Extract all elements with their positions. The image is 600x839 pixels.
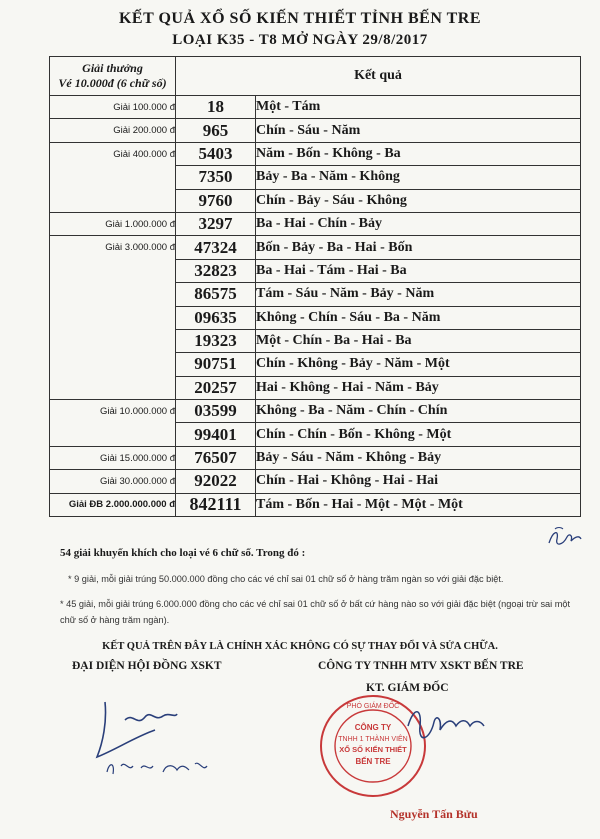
svg-text:BẾN TRE: BẾN TRE	[355, 757, 391, 766]
winning-number: 86575	[176, 283, 256, 306]
svg-text:CÔNG TY: CÔNG TY	[354, 723, 392, 732]
confirmation-statement: KẾT QUẢ TRÊN ĐÂY LÀ CHÍNH XÁC KHÔNG CÓ SỰ THAY ĐỔI VÀ SỬA CHỮA.	[102, 641, 498, 652]
consolation-note-1: * 9 giải, mỗi giải trúng 50.000.000 đồng cho các vé chỉ sai 01 chữ số ở hàng trăm ngàn so với giải đặc biệt.	[68, 574, 504, 584]
director-title: KT. GIÁM ĐỐC	[366, 682, 449, 694]
svg-text:PHÓ GIÁM ĐỐC: PHÓ GIÁM ĐỐC	[346, 703, 400, 710]
table-row	[50, 400, 581, 423]
number-in-words: Chín - Chín - Bốn - Không - Một	[256, 423, 581, 446]
table-row	[50, 212, 581, 235]
director-name: Nguyễn Tấn Bửu	[390, 807, 478, 821]
winning-number: 9760	[176, 189, 256, 212]
number-in-words: Chín - Hai - Không - Hai - Hai	[256, 470, 581, 493]
prize-label: Giải 200.000 đ	[50, 119, 176, 142]
winning-number: 7350	[176, 166, 256, 189]
number-in-words: Chín - Bảy - Sáu - Không	[256, 189, 581, 212]
document-title: KẾT QUẢ XỔ SỐ KIẾN THIẾT TỈNH BẾN TRE	[118, 10, 482, 27]
prize-label: Giải 400.000 đ	[50, 142, 176, 165]
winning-number: 03599	[176, 400, 256, 423]
winning-number: 18	[176, 96, 256, 119]
number-in-words: Bốn - Bảy - Ba - Hai - Bốn	[256, 236, 581, 259]
prize-label	[50, 306, 176, 329]
table-row	[50, 423, 581, 446]
prize-label	[50, 189, 176, 212]
winning-number: 3297	[176, 212, 256, 235]
prize-label: Giải 1.000.000 đ	[50, 212, 176, 235]
results-table	[49, 56, 581, 517]
director-signature	[400, 696, 490, 760]
number-in-words: Một - Tám	[256, 96, 581, 119]
table-row	[50, 189, 581, 212]
number-in-words: Không - Ba - Năm - Chín - Chín	[256, 400, 581, 423]
prize-label: Giải 15.000.000 đ	[50, 446, 176, 469]
prize-label: Giải 30.000.000 đ	[50, 470, 176, 493]
winning-number: 99401	[176, 423, 256, 446]
number-in-words: Bảy - Ba - Năm - Không	[256, 166, 581, 189]
winning-number: 5403	[176, 142, 256, 165]
svg-text:XỔ SỐ KIẾN THIẾT: XỔ SỐ KIẾN THIẾT	[339, 745, 407, 754]
number-in-words: Hai - Không - Hai - Năm - Bảy	[256, 376, 581, 399]
winning-number: 19323	[176, 329, 256, 352]
number-in-words: Bảy - Sáu - Năm - Không - Bảy	[256, 446, 581, 469]
table-row	[50, 353, 581, 376]
table-row	[50, 329, 581, 352]
header-prize-line2: Vé 10.000đ (6 chữ số)	[58, 76, 167, 90]
handwritten-initials	[545, 521, 585, 555]
header-prize-cell	[50, 57, 176, 96]
council-signature	[85, 682, 235, 796]
winning-number: 09635	[176, 306, 256, 329]
number-in-words: Năm - Bốn - Không - Ba	[256, 142, 581, 165]
table-row	[50, 446, 581, 469]
winning-number: 92022	[176, 470, 256, 493]
table-row	[50, 283, 581, 306]
prize-label: Giải 10.000.000 đ	[50, 400, 176, 423]
table-row	[50, 96, 581, 119]
winning-number: 842111	[176, 493, 256, 516]
prize-label	[50, 259, 176, 282]
winning-number: 90751	[176, 353, 256, 376]
table-row	[50, 166, 581, 189]
table-row	[50, 376, 581, 399]
svg-text:TNHH 1 THÀNH VIÊN: TNHH 1 THÀNH VIÊN	[338, 736, 408, 743]
prize-label	[50, 423, 176, 446]
number-in-words: Chín - Không - Bảy - Năm - Một	[256, 353, 581, 376]
prize-label: Giải ĐB 2.000.000.000 đ	[50, 493, 176, 516]
document-subtitle: LOẠI K35 - T8 MỞ NGÀY 29/8/2017	[172, 32, 428, 48]
table-row	[50, 470, 581, 493]
number-in-words: Ba - Hai - Chín - Bảy	[256, 212, 581, 235]
number-in-words: Ba - Hai - Tám - Hai - Ba	[256, 259, 581, 282]
prize-label	[50, 329, 176, 352]
table-row	[50, 236, 581, 259]
number-in-words: Tám - Bốn - Hai - Một - Một - Một	[256, 493, 581, 516]
number-in-words: Tám - Sáu - Năm - Bảy - Năm	[256, 283, 581, 306]
header-result-cell: Kết quả	[176, 57, 581, 96]
prize-label	[50, 353, 176, 376]
table-row-special-prize	[50, 493, 581, 516]
table-header-row	[50, 57, 581, 96]
winning-number: 20257	[176, 376, 256, 399]
table-row	[50, 142, 581, 165]
prize-label: Giải 3.000.000 đ	[50, 236, 176, 259]
number-in-words: Chín - Sáu - Năm	[256, 119, 581, 142]
number-in-words: Một - Chín - Ba - Hai - Ba	[256, 329, 581, 352]
consolation-note-2: * 45 giải, mỗi giải trúng 6.000.000 đồng cho các vé chỉ sai 01 chữ số ở bất cứ hàng nào so với giải đặc biệt (ngoại trừ sai một chữ số ở hàng trăm ngàn).	[60, 599, 571, 625]
council-representative-label: ĐẠI DIỆN HỘI ĐỒNG XSKT	[72, 660, 222, 672]
company-name-label: CÔNG TY TNHH MTV XSKT BẾN TRE	[318, 660, 524, 672]
table-row	[50, 119, 581, 142]
prize-label	[50, 283, 176, 306]
header-prize-line1: Giải thưởng	[82, 61, 143, 75]
winning-number: 965	[176, 119, 256, 142]
consolation-prizes-title: 54 giải khuyến khích cho loại vé 6 chữ số. Trong đó :	[60, 547, 306, 559]
winning-number: 47324	[176, 236, 256, 259]
prize-label	[50, 166, 176, 189]
table-row	[50, 259, 581, 282]
winning-number: 76507	[176, 446, 256, 469]
table-row	[50, 306, 581, 329]
number-in-words: Không - Chín - Sáu - Ba - Năm	[256, 306, 581, 329]
prize-label: Giải 100.000 đ	[50, 96, 176, 119]
prize-label	[50, 376, 176, 399]
winning-number: 32823	[176, 259, 256, 282]
